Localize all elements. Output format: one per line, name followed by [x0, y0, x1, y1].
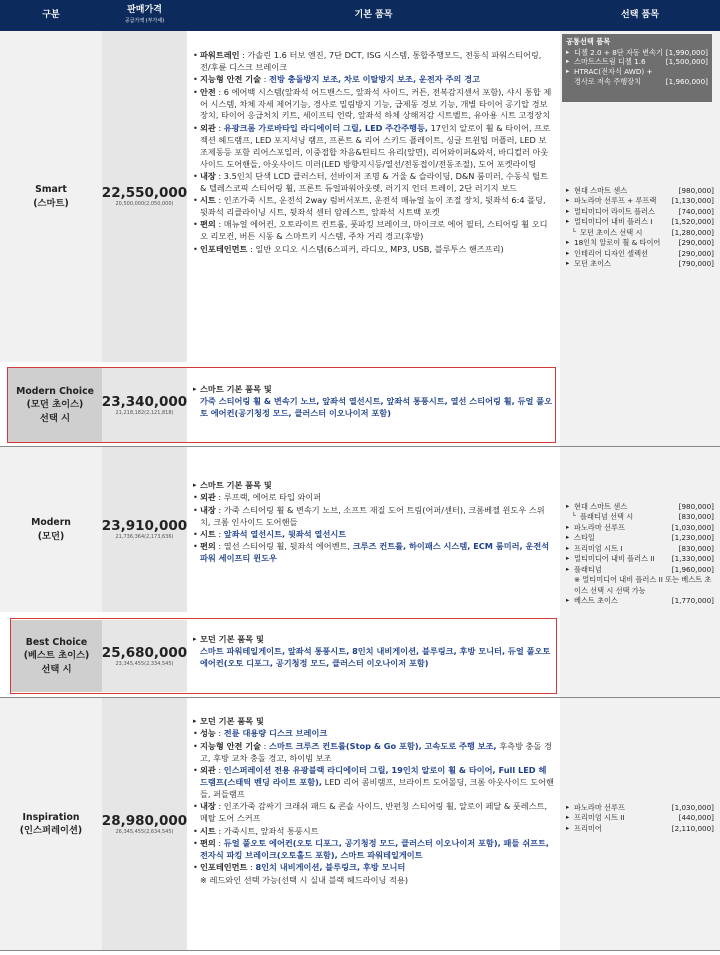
- basic-label: 파워트레인: [200, 50, 240, 60]
- basic-note: ※ 레드와인 선택 가능(선택 시 실내 블랙 헤드라이닝 적용): [200, 874, 409, 885]
- basic-text: :: [215, 122, 224, 133]
- option-note: ※ 멀티미디어 내비 플러스 II 또는 베스트 초이스 선택 시 선택 가능: [574, 575, 712, 595]
- basic-label: 지능형 안전 기술: [200, 74, 262, 85]
- option-item: [562, 824, 720, 834]
- options-modern: [562, 502, 720, 606]
- basic-blue: 크루즈 컨트롤, 하이패스 시스템, ECM 룸미러, 운전석 파워 세이프티 윈도우: [200, 541, 550, 564]
- basic-text: :: [247, 862, 256, 873]
- option-price: [2,110,000]: [671, 823, 714, 833]
- option-item: [562, 502, 720, 512]
- basic-text: : 매뉴얼 에어컨, 오토라이트 컨트롤, 풋파킹 브레이크, 마이크로 에어 필터, 스티어링 휠 오디오 리모컨, 버튼 시동 & 스마트키 시스템, 주차 거리 경고(후방): [200, 219, 548, 242]
- basic-text: :: [215, 837, 224, 848]
- basic-modern: [187, 480, 560, 566]
- options-inspiration: [562, 803, 720, 834]
- basic-head: 스마트 기본 품목 및: [200, 384, 272, 394]
- trim-name-ko: (인스퍼레이션): [19, 825, 83, 836]
- basic-item: [193, 716, 554, 728]
- trim-smart: [0, 31, 102, 362]
- basic-item: [193, 50, 554, 74]
- trim-name: Best Choice: [25, 637, 88, 649]
- basic-item: [193, 741, 554, 765]
- common-option-name: ▸ 스마트스트림 디젤 1.6: [566, 57, 646, 67]
- basic-label: 내장: [200, 504, 216, 515]
- option-item: [562, 259, 720, 269]
- price-sub: 23,345,455(2,334,545): [115, 660, 174, 667]
- option-item: [562, 803, 720, 813]
- basic-text: : 6 에어백 시스템(앞좌석 어드밴스드, 앞좌석 사이드, 커튼, 전복감지센서 포함), 샤시 통합 제어 시스템, 차체 자세 제어기능, 경사로 밀림방지 기능, 급제동 경보 기능, 개별 타이어 공기압 경보장치, 타이어 응급처치 키트, 세이프티 언락, 앞좌석 하체 상해저감 시트벨트, 유아용 시트 고정장치: [200, 86, 552, 121]
- option-price: [830,000]: [678, 512, 714, 522]
- basic-text: : 루프랙, 에어로 타입 와이퍼: [215, 492, 322, 503]
- option-price: [440,000]: [678, 813, 714, 823]
- basic-smart: [187, 50, 560, 256]
- basic-head: 모던 기본 품목 및: [200, 716, 264, 726]
- option-item: [562, 533, 720, 543]
- option-item: [562, 813, 720, 823]
- basic-text: : 일반 오디오 시스템(6스피커, 라디오, MP3, USB, 블루투스 핸즈프리): [247, 243, 504, 254]
- common-option-price: [1,990,000]: [665, 47, 708, 57]
- basic-item: [193, 492, 554, 504]
- option-name: ▸ 현대 스마트 센스: [566, 186, 627, 196]
- price-inspiration: [102, 698, 187, 950]
- highlight-box-modern-choice: [7, 367, 556, 443]
- option-name: ▸ 플래티넘: [566, 565, 602, 575]
- option-item: [562, 207, 720, 217]
- trim-name: Inspiration: [22, 811, 80, 823]
- basic-item: [193, 529, 554, 541]
- option-price: [1,330,000]: [671, 554, 714, 564]
- basic-item: [193, 505, 554, 529]
- basic-label: 편의: [200, 837, 216, 848]
- option-item: [562, 596, 720, 606]
- basic-label: 편의: [200, 541, 216, 552]
- basic-item: [193, 541, 554, 565]
- options-smart: [562, 186, 720, 270]
- basic-label: 인포테인먼트: [200, 243, 248, 254]
- basic-item: [193, 195, 554, 219]
- basic-label: 편의: [200, 219, 216, 230]
- basic-text: :: [215, 728, 224, 739]
- price-main: 22,550,000: [101, 185, 188, 202]
- option-item: [562, 554, 720, 564]
- trim-modern: [0, 447, 102, 612]
- option-name: ▸ 스타일: [566, 533, 595, 543]
- basic-item: [193, 862, 554, 874]
- basic-blue: 인스퍼레이션 전용 유광블랙 라디에이터 그릴, 19인치 알로이 휠 & 타이어, Full LED 헤드램프(스태틱 벤딩 라이트 포함),: [200, 765, 547, 787]
- option-name: ▸ 파노라마 선루프 + 루프랙: [566, 196, 656, 206]
- option-name: ▸ 베스트 초이스: [566, 596, 618, 606]
- option-item: [562, 512, 720, 522]
- option-name: ▸ 18인치 알로이 휠 & 타이어: [566, 238, 660, 248]
- price-smart: [102, 31, 187, 362]
- option-name: └ 플래티넘 선택 시: [566, 512, 633, 522]
- basic-label: 외관: [200, 765, 216, 776]
- basic-label: 시트: [200, 825, 216, 836]
- price-sub: 21,218,182(2,121,818): [115, 409, 174, 416]
- option-item: [562, 186, 720, 196]
- options-modern-choice-bg: [560, 362, 720, 446]
- basic-blue: 유광크롬 가로바타입 라디에이터 그릴, LED 주간주행등,: [223, 122, 428, 133]
- basic-text: : 가솔린 1.6 터보 엔진, 7단 DCT, ISG 시스템, 통합주행모드, 전동식 파워스티어링, 전/후륜 디스크 브레이크: [200, 50, 542, 72]
- option-name: ▸ 파노라마 선루프: [566, 803, 625, 813]
- basic-text: :: [215, 765, 224, 776]
- option-name: ▸ 파노라마 선루프: [566, 523, 625, 533]
- option-name: ▸ 멀티미디어 내비 플러스 II: [566, 554, 655, 564]
- common-options-box: [562, 34, 712, 102]
- basic-label: 성능: [200, 728, 216, 739]
- common-options-title: 공통선택 품목: [566, 37, 611, 46]
- basic-item: [193, 244, 554, 256]
- option-price: [1,770,000]: [671, 595, 714, 605]
- basic-text2: 후측방 충돌 경고, 후방 교차 충돌 경고, 하이빔 보조: [200, 740, 552, 763]
- header-price: [102, 0, 187, 31]
- basic-inspiration: [187, 716, 560, 886]
- price-main: 23,340,000: [101, 393, 188, 410]
- trim-name: Modern Choice: [16, 386, 94, 398]
- basic-head: 스마트 기본 품목 및: [200, 480, 272, 490]
- option-name: ▸ 프리미엄 시트 II: [566, 813, 624, 823]
- basic-blue: 스마트 크루즈 컨트롤(Stop & Go 포함), 고속도로 주행 보조,: [269, 740, 497, 751]
- option-name: ▸ 멀티미디어 라이트 플러스: [566, 207, 655, 217]
- basic-blue: 듀얼 풀오토 에어컨(오토 디포그, 공기청정 모드, 클러스터 이오나이저 포함), 패들 쉬프트, 전자식 파킹 브레이크(오토홀드 포함), 스마트 파워테일게이트: [200, 837, 550, 860]
- trim-name-ko: (스마트): [33, 197, 69, 209]
- option-name: ▸ 멀티미디어 내비 플러스 I: [566, 217, 652, 227]
- basic-label: 내장: [200, 170, 216, 181]
- basic-blue: 스마트 파워테일게이트, 앞좌석 통풍시트, 8인치 내비게이션, 블루링크, 후방 모니터, 듀얼 풀오토 에어컨(오토 디포그, 공기청정 모드, 클러스터 이오나이저 포함): [200, 645, 551, 668]
- option-price: [980,000]: [678, 186, 714, 195]
- option-price: [1,030,000]: [671, 803, 714, 812]
- option-name: ▸ 현대 스마트 센스: [566, 502, 627, 512]
- option-item: [562, 544, 720, 554]
- basic-label: 지능형 안전 기술: [200, 740, 262, 751]
- basic-text: : 열선 스티어링 휠, 뒷좌석 에어벤트,: [215, 541, 353, 552]
- common-option-price: [1,500,000]: [665, 57, 708, 67]
- basic-item: [193, 480, 554, 492]
- basic-blue: 가죽 스티어링 휠 & 변속기 노브, 앞좌석 열선시트, 앞좌석 통풍시트, 열선 스티어링 휠, 듀얼 풀오토 에어컨(공기청정 모드, 클러스터 이오나이저 포함): [200, 395, 553, 418]
- basic-blue: 전륜 대용량 디스크 브레이크: [223, 728, 328, 739]
- basic-text: : 3.5인치 단색 LCD 클러스터, 선바이저 조명 & 거울 & 슬라이딩, D&N 룸미러, 수동식 틸트 & 텔레스코픽 스티어링 휠, 프론트 듀얼파워아웃렛, 러기지 언더 트레이, 2단 러기지 보드: [200, 170, 549, 193]
- option-price: [1,130,000]: [671, 196, 714, 206]
- trim-name-ko: (모던 초이스): [26, 399, 84, 411]
- option-price: [1,030,000]: [671, 522, 714, 532]
- basic-item: [193, 74, 554, 86]
- option-item: [562, 238, 720, 248]
- basic-item: [193, 801, 554, 825]
- basic-label: 시트: [200, 195, 216, 206]
- option-name: ▸ 인테리어 디자인 셀렉션: [566, 249, 648, 259]
- basic-head: 모던 기본 품목 및: [200, 634, 264, 644]
- option-price: [740,000]: [678, 206, 714, 216]
- basic-label: 외관: [200, 492, 216, 503]
- option-name: ▸ 프리미어: [566, 824, 602, 834]
- price-main: 25,680,000: [101, 644, 188, 661]
- basic-text: : 인조가죽 시트, 운전석 2way 럼버서포트, 운전석 매뉴얼 높이 조절 장치, 뒷좌석 6:4 폴딩, 뒷좌석 리클라이닝 시트, 뒷좌석 센터 암레스트, 앞좌석 시트백 포켓: [200, 195, 546, 218]
- basic-label: 내장: [200, 801, 216, 812]
- trim-name-extra: 선택 시: [39, 412, 71, 424]
- basic-item: [193, 826, 554, 838]
- option-item: [562, 249, 720, 259]
- basic-label: 인포테인먼트: [200, 862, 248, 873]
- header-basic: 기본 품목: [354, 10, 393, 20]
- option-price: [1,280,000]: [671, 227, 714, 237]
- option-price: [790,000]: [678, 259, 714, 269]
- basic-blue: 전방 충돌방지 보조, 차로 이탈방지 보조, 운전자 주의 경고: [269, 74, 480, 85]
- basic-item: [193, 728, 554, 740]
- common-option-name: 경사로 저속 주행장치: [574, 76, 642, 86]
- row-divider: [0, 950, 720, 951]
- option-price: [980,000]: [678, 502, 714, 511]
- highlight-box-best-choice: [10, 618, 557, 694]
- trim-inspiration: [0, 698, 102, 950]
- common-option-item: [566, 77, 708, 87]
- option-item: [562, 523, 720, 533]
- option-item: [562, 228, 720, 238]
- common-option-item: [566, 57, 708, 67]
- option-price: [290,000]: [678, 248, 714, 258]
- basic-text2: 17인치 알로이 휠 & 타이어, 프로젝션 헤드램프, LED 포지셔닝 램프, 프론트 & 리어 스키드 플레이트, 싱글 트윈팁 머플러, LED 보조제동등 포함 리어스포일러, 이중접합 차음&틴티드 유리(앞면), 리어와이퍼&와셔, 바디컬러 아웃사이드 도어핸들, 아웃사이드 미러(LED 방향지시등/열선/전동접이/전동조절), 도어 포켓라이팅: [200, 122, 550, 169]
- common-option-item: [566, 67, 708, 77]
- basic-text: : 가죽 스티어링 휠 & 변속기 노브, 소프트 재질 도어 트림(어퍼/센터), 크롬베젤 윈도우 스위치, 크롬 인사이드 도어핸들: [200, 504, 545, 527]
- table-header: [0, 0, 720, 31]
- option-price: [290,000]: [678, 238, 714, 248]
- basic-label: 외관: [200, 122, 216, 133]
- basic-item: [193, 765, 554, 801]
- header-price-label: 판매가격: [127, 5, 162, 15]
- option-item: [562, 196, 720, 206]
- price-modern: [102, 447, 187, 612]
- header-options: 선택 품목: [621, 10, 659, 20]
- basic-text: :: [261, 740, 270, 751]
- common-option-price: [1,960,000]: [665, 76, 708, 86]
- option-name: ▸ 프리미엄 시트 I: [566, 544, 622, 554]
- common-option-name: ▸ HTRAC(전자식 AWD) +: [566, 67, 653, 77]
- trim-name-ko: (베스트 초이스): [23, 650, 90, 662]
- price-sub: 20,500,000(2,050,000): [115, 201, 174, 208]
- basic-text: :: [215, 529, 224, 540]
- price-main: 23,910,000: [101, 518, 188, 535]
- basic-text: : 가죽시트, 앞좌석 통풍시트: [215, 825, 319, 836]
- basic-item: [193, 171, 554, 195]
- basic-item: [193, 219, 554, 243]
- option-price: [1,230,000]: [671, 533, 714, 543]
- trim-name-extra: 선택 시: [41, 663, 72, 675]
- basic-item: [193, 87, 554, 123]
- trim-name-ko: (모던): [37, 530, 65, 542]
- option-item: [562, 217, 720, 227]
- trim-name: Modern: [31, 517, 71, 529]
- basic-item: [193, 838, 554, 862]
- option-name: └ 모던 초이스 선택 시: [566, 228, 642, 238]
- header-price-sub: 공급가액 (부가세): [124, 18, 165, 25]
- common-option-name: ▸ 디젤 2.0 + 8단 자동 변속기: [566, 48, 663, 58]
- option-price: [830,000]: [678, 543, 714, 553]
- basic-text: : 인조가죽 감싸기 크래쉬 패드 & 콘솔 사이드, 반펀칭 스티어링 휠, 알로이 페달 & 풋레스트, 메탈 도어 스커프: [200, 801, 548, 824]
- basic-blue: 8인치 내비게이션, 블루링크, 후방 모니터: [255, 862, 406, 873]
- price-sub: 26,345,455(2,634,545): [115, 828, 174, 835]
- trim-name: Smart: [35, 184, 67, 196]
- option-price: [1,960,000]: [671, 564, 714, 574]
- basic-label: 안전: [200, 86, 216, 97]
- price-sub: 21,736,364(2,173,636): [115, 534, 174, 541]
- header-trim: 구분: [42, 10, 60, 20]
- price-main: 28,980,000: [101, 812, 188, 829]
- option-name: ▸ 모던 초이스: [566, 259, 611, 269]
- basic-text2: LED 리어 콤비램프, 브라이트 도어몰딩, 크롬 아웃사이드 도어핸들, 퍼들램프: [200, 776, 554, 799]
- common-option-item: [566, 48, 708, 58]
- option-price: [1,520,000]: [671, 217, 714, 227]
- basic-text: :: [261, 74, 270, 85]
- basic-item: [193, 123, 554, 171]
- basic-blue: 앞좌석 열선시트, 뒷좌석 열선시트: [223, 529, 347, 540]
- basic-label: 시트: [200, 529, 216, 540]
- option-item: [562, 565, 720, 575]
